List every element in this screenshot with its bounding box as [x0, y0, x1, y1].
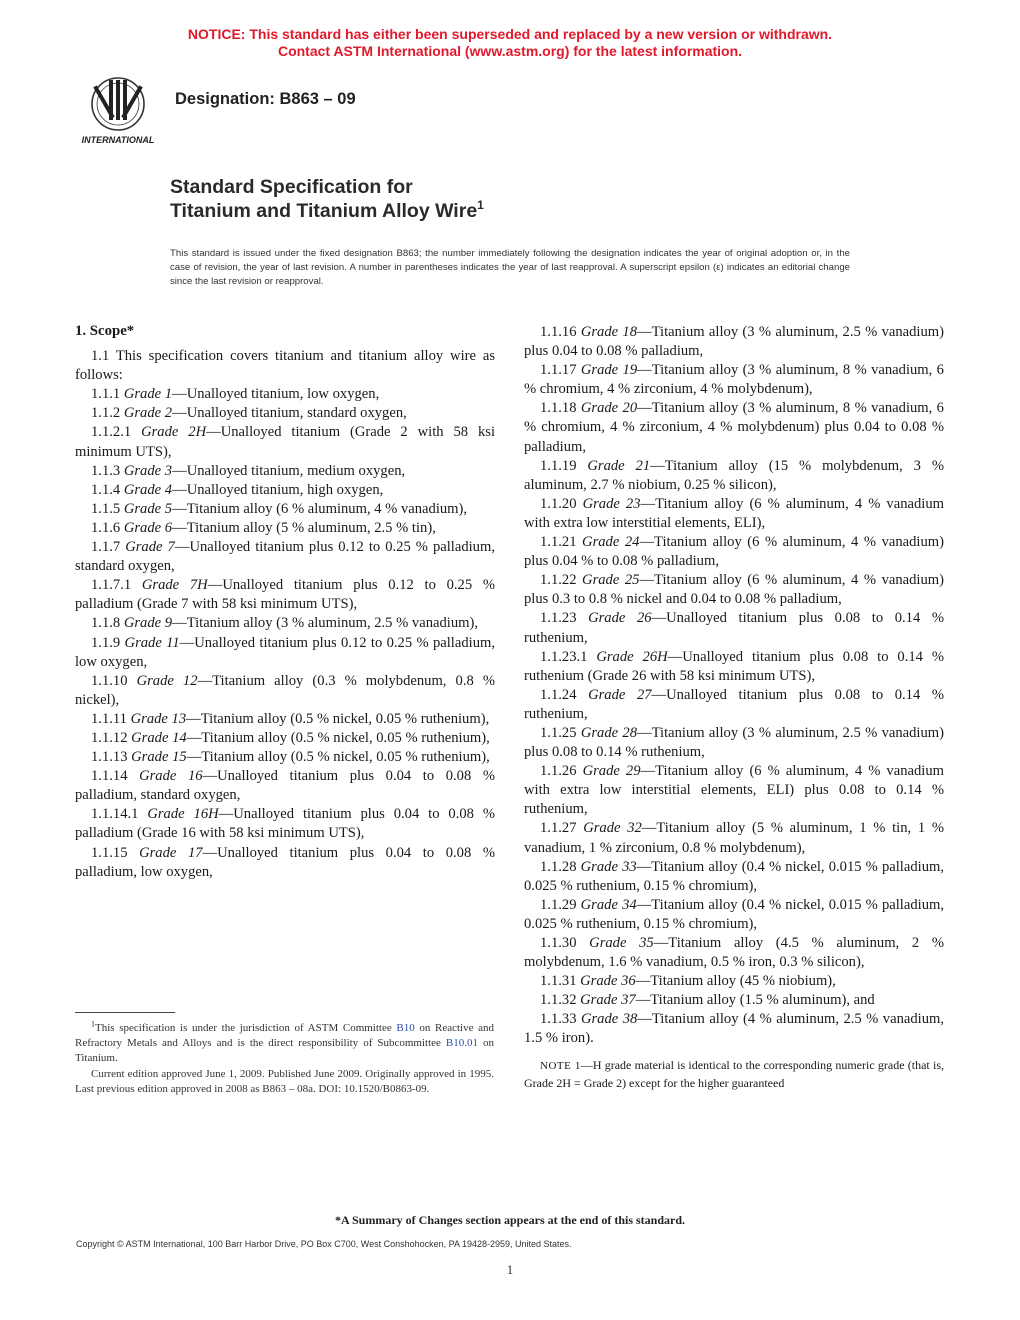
grade-name: Grade 29: [582, 763, 641, 780]
grade-description: —Titanium alloy (0.5 % nickel, 0.05 % ruthenium),: [186, 729, 490, 746]
item-number: 1.1.7: [91, 539, 121, 556]
scope-item: [75, 538, 495, 576]
scope-item: [524, 1010, 944, 1048]
item-number: 1.1.6: [91, 519, 121, 536]
grade-name: Grade 16: [139, 768, 203, 785]
item-number: 1.1.19: [540, 457, 577, 474]
scope-item: [524, 819, 944, 857]
item-number: 1.1.10: [91, 672, 128, 689]
grade-description: —Unalloyed titanium, low oxygen,: [172, 386, 380, 403]
grade-name: Grade 2: [123, 405, 173, 422]
grade-name: Grade 27: [588, 686, 652, 703]
scope-item: [524, 457, 944, 495]
scope-item: [75, 805, 495, 843]
left-column: [75, 322, 495, 882]
grade-name: Grade 33: [580, 858, 637, 875]
grade-name: Grade 20: [580, 400, 638, 417]
right-column: [524, 323, 944, 1092]
page-number: 1: [506, 1262, 514, 1277]
designation: Designation: B863 – 09: [175, 90, 356, 108]
item-number: 1.1.23.1: [540, 648, 588, 665]
grade-name: Grade 17: [139, 844, 203, 861]
title-line-2-text: Titanium and Titanium Alloy Wire: [170, 200, 478, 222]
note-1: [524, 1057, 944, 1092]
scope-item: [524, 972, 944, 991]
grade-name: Grade 2H: [141, 424, 207, 441]
item-number: 1.1.13: [91, 749, 128, 766]
grade-description: —Titanium alloy (3 % aluminum, 2.5 % vanadium) plus 0.08 to 0.14 % ruthenium,: [524, 724, 944, 761]
issue-statement: This standard is issued under the fixed designation B863; the number immediately following the designation indicates the year of original adoption or, in the case of revision, the year of last revision. A number in parentheses indicates the year of last reapproval. A superscript epsilon (ε) indicates an editorial change since the last revision or reapproval.: [170, 248, 850, 287]
grade-description: —Titanium alloy (5 % aluminum, 1 % tin, 1 % vanadium, 1 % zirconium, 0.8 % molybdenum),: [524, 820, 944, 856]
grade-description: —Unalloyed titanium, standard oxygen,: [172, 405, 407, 422]
subcommittee-b10-01-link[interactable]: B10.01: [445, 1037, 478, 1049]
item-number: 1.1.30: [540, 935, 577, 951]
item-number: 1.1.31: [540, 973, 577, 990]
item-number: 1.1.18: [540, 400, 577, 417]
scope-item: [75, 748, 495, 767]
grade-name: Grade 12: [136, 672, 198, 689]
scope-item: [524, 399, 944, 456]
footnote-1: [75, 1021, 494, 1066]
scope-item: [75, 672, 495, 710]
title-line-1: Standard Specification for: [170, 176, 413, 198]
item-number: 1.1.20: [540, 495, 577, 512]
notice-line-1: NOTICE: This standard has either been superseded and replaced by a new version or withdrawn.: [187, 26, 833, 42]
item-number: 1.1.2: [91, 405, 121, 422]
grade-description: —Unalloyed titanium plus 0.04 to 0.08 % palladium, low oxygen,: [75, 844, 495, 880]
grade-name: Grade 4: [123, 481, 173, 498]
item-number: 1.1.4: [91, 481, 121, 498]
grade-name: Grade 37: [580, 992, 636, 1009]
grade-name: Grade 21: [587, 457, 651, 474]
grade-name: Grade 26: [588, 610, 652, 627]
logo-international-text: INTERNATIONAL: [81, 135, 155, 145]
grade-description: —Unalloyed titanium, high oxygen,: [172, 481, 384, 498]
scope-item: [524, 533, 944, 571]
item-number: 1.1.11: [91, 710, 127, 727]
grade-name: Grade 15: [131, 749, 187, 766]
grade-description: —Titanium alloy (15 % molybdenum, 3 % aluminum, 2.7 % niobium, 0.25 % silicon),: [524, 457, 944, 493]
grade-name: Grade 9: [123, 615, 173, 632]
scope-item: [75, 576, 495, 614]
scope-item: [75, 634, 495, 672]
astm-international-logo: [76, 74, 160, 148]
grade-name: Grade 38: [580, 1011, 638, 1028]
scope-item: [524, 495, 944, 533]
grade-description: —Unalloyed titanium plus 0.04 to 0.08 % palladium, standard oxygen,: [75, 768, 495, 804]
document-title: [170, 175, 484, 223]
scope-item: [75, 423, 495, 461]
scope-item: [75, 500, 495, 519]
grade-description: —Titanium alloy (0.5 % nickel, 0.05 % ruthenium),: [186, 710, 490, 727]
note-label: NOTE 1: [540, 1059, 581, 1072]
grade-name: Grade 1: [123, 386, 173, 403]
item-number: 1.1.21: [540, 534, 577, 551]
item-number: 1.1.2.1: [91, 424, 132, 441]
scope-item: [75, 462, 495, 481]
item-number: 1.1.33: [540, 1011, 577, 1028]
scope-item: [75, 385, 495, 404]
withdrawal-notice: [0, 26, 1020, 60]
item-number: 1.1.27: [540, 820, 577, 837]
grade-description: —Unalloyed titanium (Grade 2 with 58 ksi minimum UTS),: [75, 424, 495, 460]
grade-name: Grade 19: [580, 362, 638, 379]
grade-name: Grade 24: [582, 534, 640, 551]
grade-name: Grade 3: [123, 462, 173, 479]
scope-item: [524, 991, 944, 1010]
grade-name: Grade 23: [582, 495, 641, 512]
grade-description: —Titanium alloy (4.5 % aluminum, 2 % molybdenum, 1.6 % vanadium, 0.5 % iron, 0.3 % silicon),: [524, 935, 944, 971]
grade-name: Grade 32: [583, 820, 642, 837]
scope-item: [524, 724, 944, 762]
title-footnote-mark: 1: [477, 198, 484, 212]
grade-name: Grade 5: [123, 500, 173, 517]
scope-item: [75, 519, 495, 538]
grade-description: —Titanium alloy (6 % aluminum, 4 % vanadium),: [172, 500, 468, 517]
grade-description: —Titanium alloy (3 % aluminum, 2.5 % vanadium),: [172, 615, 478, 632]
grade-description: —Unalloyed titanium, medium oxygen,: [172, 462, 406, 479]
item-number: 1.1.26: [540, 763, 577, 780]
grade-description: —Unalloyed titanium plus 0.08 to 0.14 % ruthenium (Grade 26 with 58 ksi minimum UTS),: [524, 648, 944, 684]
grade-description: —Titanium alloy (3 % aluminum, 2.5 % vanadium) plus 0.04 to 0.08 % palladium,: [524, 324, 944, 360]
footnote-2: Current edition approved June 1, 2009. Published June 2009. Originally approved in 1995. Last previous edition approved in 2008 as B863 – 08a. DOI: 10.1520/B0863-09.: [75, 1068, 494, 1095]
grade-description: —Titanium alloy (6 % aluminum, 4 % vanadium with extra low interstitial elements, ELI) plus 0.08 to 0.14 % ruthenium,: [524, 763, 944, 818]
grade-description: —Unalloyed titanium plus 0.08 to 0.14 % ruthenium,: [524, 686, 944, 722]
scope-item: [75, 614, 495, 633]
summary-of-changes-note: *A Summary of Changes section appears at the end of this standard.: [334, 1213, 686, 1227]
grade-description: —Titanium alloy (0.5 % nickel, 0.05 % ruthenium),: [186, 749, 490, 766]
item-number: 1.1.9: [91, 634, 121, 651]
section-heading-scope: 1. Scope*: [75, 323, 135, 339]
grade-description: —Titanium alloy (0.3 % molybdenum, 0.8 % nickel),: [75, 672, 495, 708]
footnote-1-text-c: on Titanium.: [75, 1037, 495, 1064]
scope-item: [75, 710, 495, 729]
item-number: 1.1.3: [91, 462, 121, 479]
scope-intro: 1.1 This specification covers titanium and titanium alloy wire as follows:: [75, 348, 495, 384]
grade-description: —Unalloyed titanium plus 0.12 to 0.25 % palladium, standard oxygen,: [75, 539, 495, 575]
scope-item: [75, 844, 495, 882]
scope-item: [524, 686, 944, 724]
grade-name: Grade 6: [123, 519, 173, 536]
footnote-rule: [75, 1012, 175, 1013]
item-number: 1.1.17: [540, 362, 577, 379]
scope-item: [524, 361, 944, 399]
grade-description: —Unalloyed titanium plus 0.08 to 0.14 % ruthenium,: [524, 610, 944, 646]
item-number: 1.1.7.1: [91, 577, 132, 594]
grade-description: —Titanium alloy (6 % aluminum, 4 % vanadium with extra low interstitial elements, ELI),: [524, 495, 944, 531]
grade-description: —Unalloyed titanium plus 0.04 to 0.08 % palladium (Grade 16 with 58 ksi minimum UTS),: [75, 806, 495, 842]
scope-item: [75, 767, 495, 805]
scope-item: [524, 858, 944, 896]
item-number: 1.1.23: [540, 610, 577, 627]
grade-description: —Titanium alloy (3 % aluminum, 8 % vanadium, 6 % chromium, 4 % zirconium, 4 % molybdenum),: [524, 362, 944, 398]
item-number: 1.1.22: [540, 572, 577, 589]
grade-description: —Titanium alloy (0.4 % nickel, 0.015 % palladium, 0.025 % ruthenium, 0.15 % chromium),: [524, 858, 944, 894]
item-number: 1.1.5: [91, 500, 121, 517]
grade-name: Grade 25: [582, 572, 640, 589]
grade-list-left: [75, 385, 495, 881]
grade-description: —Titanium alloy (1.5 % aluminum), and: [635, 992, 875, 1009]
scope-item: [524, 934, 944, 972]
footnotes: [75, 1021, 494, 1098]
scope-item: [524, 609, 944, 647]
grade-description: —Titanium alloy (6 % aluminum, 4 % vanadium) plus 0.3 to 0.8 % nickel and 0.04 to 0.08 % palladium,: [524, 572, 944, 608]
item-number: 1.1.15: [91, 844, 128, 861]
item-number: 1.1.12: [91, 729, 128, 746]
grade-description: —Titanium alloy (4 % aluminum, 2.5 % vanadium, 1.5 % iron).: [524, 1011, 944, 1047]
item-number: 1.1.28: [540, 858, 577, 875]
item-number: 1.1.16: [540, 324, 577, 340]
scope-item: [524, 762, 944, 819]
grade-name: Grade 35: [589, 935, 654, 951]
grade-name: Grade 14: [131, 729, 187, 746]
scope-item: [524, 648, 944, 686]
footnote-1-text-b: on Reactive and Refractory Metals and Alloys and is the direct responsibility of Subcommittee: [75, 1022, 494, 1049]
grade-name: Grade 13: [130, 710, 187, 727]
item-number: 1.1.32: [540, 992, 577, 1009]
footnote-1-mark: 1: [91, 1019, 95, 1029]
item-number: 1.1.1: [91, 386, 121, 403]
grade-name: Grade 26H: [596, 648, 668, 665]
title-line-2: [170, 199, 484, 223]
grade-description: —Titanium alloy (45 % niobium),: [635, 973, 836, 990]
grade-name: Grade 11: [124, 634, 180, 651]
copyright: Copyright © ASTM International, 100 Barr Harbor Drive, PO Box C700, West Conshohocken, PA 19428-2959, United States.: [76, 1239, 572, 1249]
scope-item: [524, 323, 944, 361]
scope-item: [524, 896, 944, 934]
grade-description: —Unalloyed titanium plus 0.12 to 0.25 % palladium (Grade 7 with 58 ksi minimum UTS),: [75, 577, 495, 613]
item-number: 1.1.8: [91, 615, 121, 632]
notice-line-2: Contact ASTM International (www.astm.org) for the latest information.: [277, 43, 743, 59]
item-number: 1.1.29: [540, 896, 577, 913]
note-text: —H grade material is identical to the corresponding numeric grade (that is, Grade 2H = Grade 2) except for the higher guaranteed: [524, 1057, 945, 1090]
grade-name: Grade 16H: [147, 806, 219, 823]
item-number: 1.1.25: [540, 724, 577, 741]
grade-name: Grade 28: [580, 724, 638, 741]
scope-item: [524, 571, 944, 609]
grade-name: Grade 7H: [141, 577, 208, 594]
grade-description: —Titanium alloy (6 % aluminum, 4 % vanadium) plus 0.04 % to 0.08 % palladium,: [524, 534, 944, 570]
item-number: 1.1.24: [540, 686, 577, 703]
item-number: 1.1.14.1: [91, 806, 139, 823]
grade-name: Grade 18: [580, 324, 638, 340]
grade-description: —Titanium alloy (3 % aluminum, 8 % vanadium, 6 % chromium, 4 % zirconium, 4 % molybdenum) plus 0.04 to 0.08 % palladium,: [524, 400, 944, 455]
scope-item: [75, 404, 495, 423]
grade-name: Grade 36: [580, 973, 636, 990]
grade-name: Grade 34: [580, 896, 637, 913]
item-number: 1.1.14: [91, 768, 128, 785]
grade-name: Grade 7: [125, 539, 175, 556]
grade-list-right: [524, 323, 944, 1049]
scope-item: [75, 729, 495, 748]
grade-description: —Titanium alloy (5 % aluminum, 2.5 % tin),: [172, 519, 436, 536]
committee-b10-link[interactable]: B10: [396, 1022, 415, 1034]
scope-item: [75, 481, 495, 500]
grade-description: —Unalloyed titanium plus 0.12 to 0.25 % palladium, low oxygen,: [75, 634, 495, 670]
footnote-1-text-a: This specification is under the jurisdiction of ASTM Committee: [95, 1022, 397, 1034]
grade-description: —Titanium alloy (0.4 % nickel, 0.015 % palladium, 0.025 % ruthenium, 0.15 % chromium),: [524, 896, 944, 932]
